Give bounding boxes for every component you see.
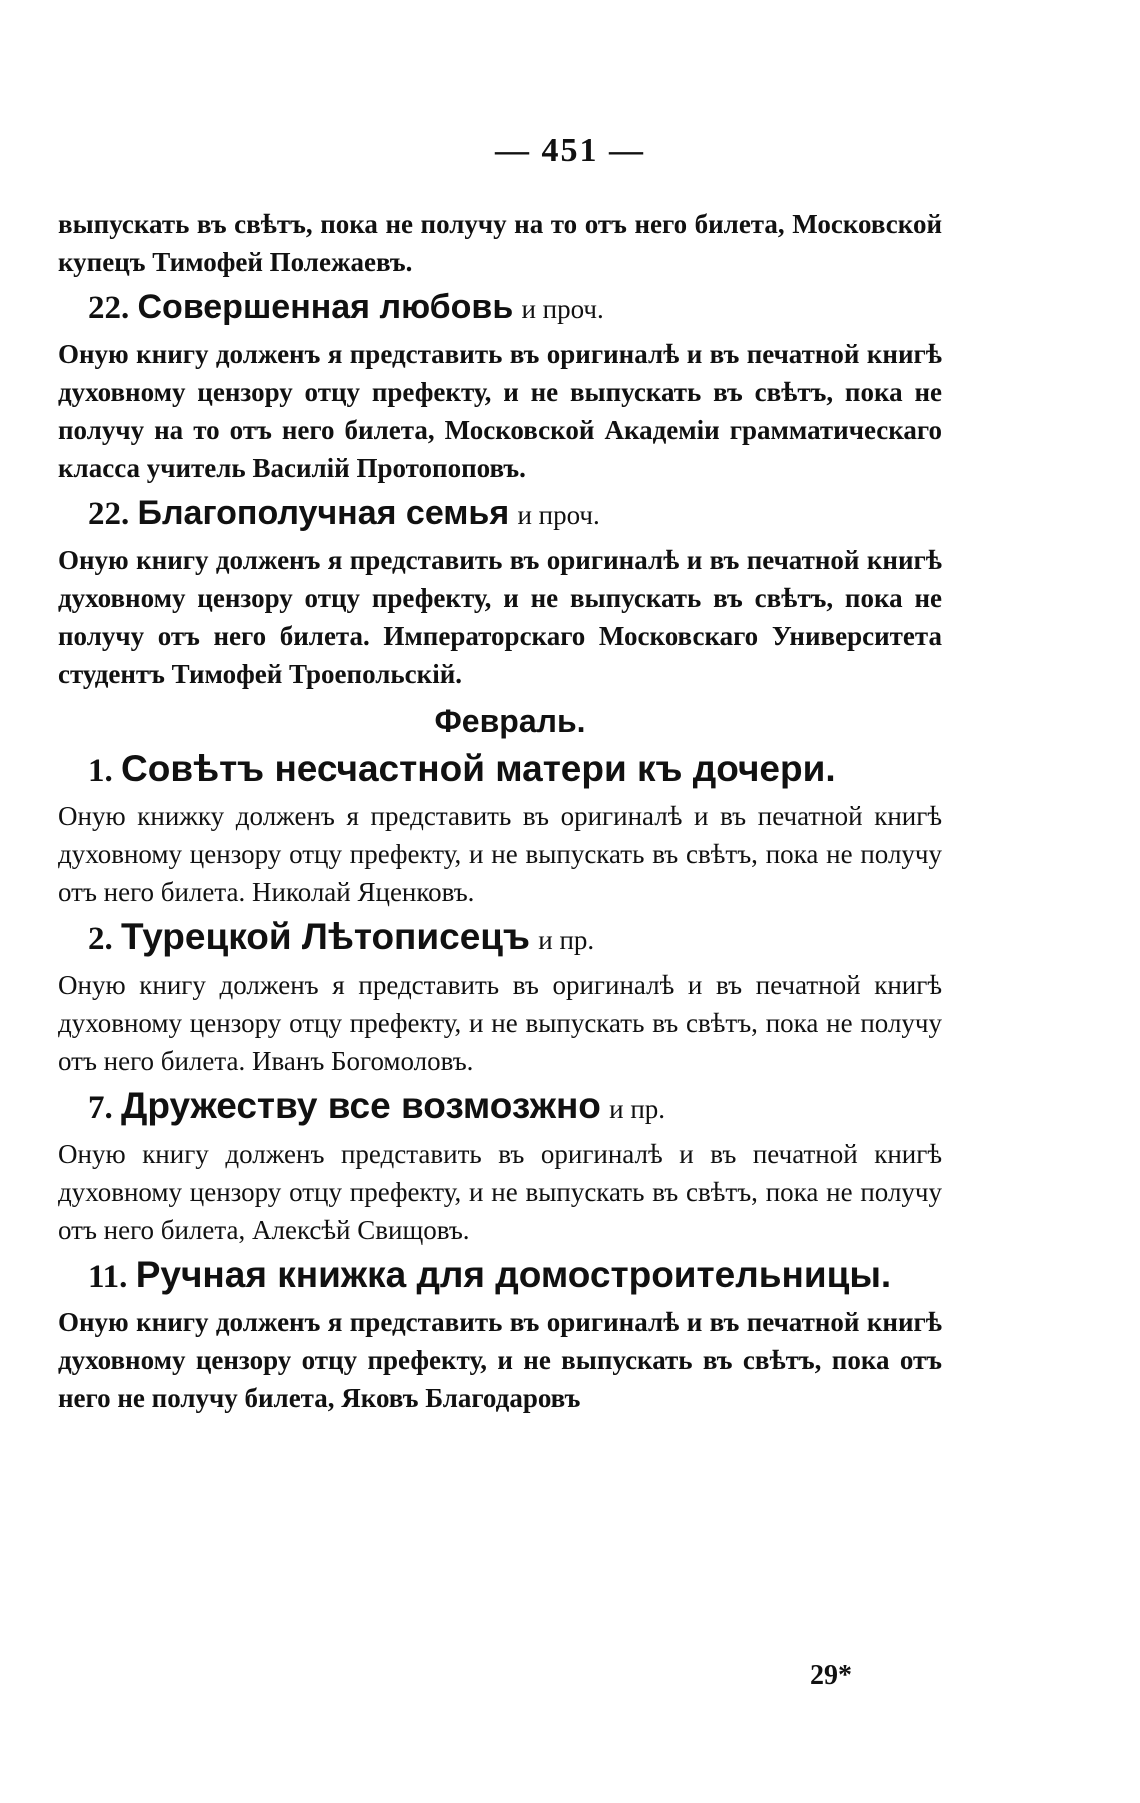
signature-mark: 29* (810, 1660, 852, 1691)
entry-paragraph: Оную книгу долженъ я представить въ оригиналѣ и въ печатной книгѣ духовному цензору отцу префекту, и не выпускать въ свѣтъ, пока не получу отъ него билета. Иванъ Богомоловъ. (58, 970, 942, 1076)
entry-paragraph: Оную книгу долженъ я представить въ оригиналѣ и въ печатной книгѣ духовному цензору отцу префекту, и не выпускать въ свѣтъ, пока не получу на то отъ него билета, Московской Академіи грамматическаго класса учитель Василій Протопоповъ. (58, 339, 942, 483)
entry-title (58, 915, 942, 962)
month-heading: Февраль. (434, 703, 586, 739)
entry-title-text: Ручная книжка для домостроительницы. (135, 1254, 892, 1295)
entry-number: 2. (88, 921, 113, 957)
page-number: — 451 — (495, 132, 645, 169)
entry-title (58, 285, 942, 331)
entry-druzhestvu-vse-vozmozhno (58, 1084, 942, 1249)
entry-title-text: Благополучная семья (137, 494, 510, 532)
entry-blagopoluchnaya-semya (58, 491, 942, 693)
entry-title (58, 1084, 942, 1131)
entry-title-suffix: и пр. (538, 925, 595, 955)
entry-turetskoy-letopisets (58, 915, 942, 1080)
entry-title (58, 1253, 942, 1299)
entry-paragraph: Оную книгу долженъ я представить въ оригиналѣ и въ печатной книгѣ духовному цензору отцу префекту, и не выпускать въ свѣтъ, пока отъ него не получу билета, Яковъ Благодаровъ (58, 1307, 942, 1413)
entry-sovershennaya-lyubov (58, 285, 942, 487)
entry-number: 1. (88, 753, 113, 789)
entry-title-suffix: и пр. (609, 1094, 666, 1124)
entry-paragraph: Оную книгу долженъ я представить въ оригиналѣ и въ печатной книгѣ духовному цензору отцу префекту, и не выпускать въ свѣтъ, пока не получу отъ него билета. Императорскаго Московскаго Университета студентъ Тимофей Троепольскій. (58, 545, 942, 689)
entry-number: 7. (88, 1090, 113, 1126)
page-content (58, 205, 942, 1417)
entry-title-text: Совѣтъ несчастной матери къ дочери. (121, 748, 836, 789)
entry-title-text: Турецкой Лѣтописецъ (121, 916, 531, 957)
entry-sovet-neschastnoy-materi (58, 747, 942, 911)
entry-ruchnaya-knizhka (58, 1253, 942, 1417)
entry-title (58, 747, 942, 793)
entry-title-suffix: и проч. (517, 500, 600, 530)
entry-number: 11. (88, 1259, 128, 1295)
entry-title-suffix: и проч. (521, 294, 604, 324)
entry-title-text: Совершенная любовь (137, 288, 514, 326)
intro-paragraph: выпускать въ свѣтъ, пока не получу на то отъ него билета, Московской купецъ Тимофей Полежаевъ. (58, 209, 942, 277)
entry-paragraph: Оную книжку долженъ я представить въ оригиналѣ и въ печатной книгѣ духовному цензору отцу префекту, и не выпускать въ свѣтъ, пока не получу отъ него билета. Николай Яценковъ. (58, 801, 942, 907)
entry-number: 22. (88, 496, 130, 532)
entry-paragraph: Оную книгу долженъ представить въ оригиналѣ и въ печатной книгѣ духовному цензору отцу префекту, и не выпускать въ свѣтъ, пока не получу отъ него билета, Алексѣй Свищовъ. (58, 1139, 942, 1245)
entry-title-text: Дружеству все возмозжно (121, 1085, 601, 1126)
entry-title (58, 491, 942, 537)
entry-number: 22. (88, 290, 130, 326)
